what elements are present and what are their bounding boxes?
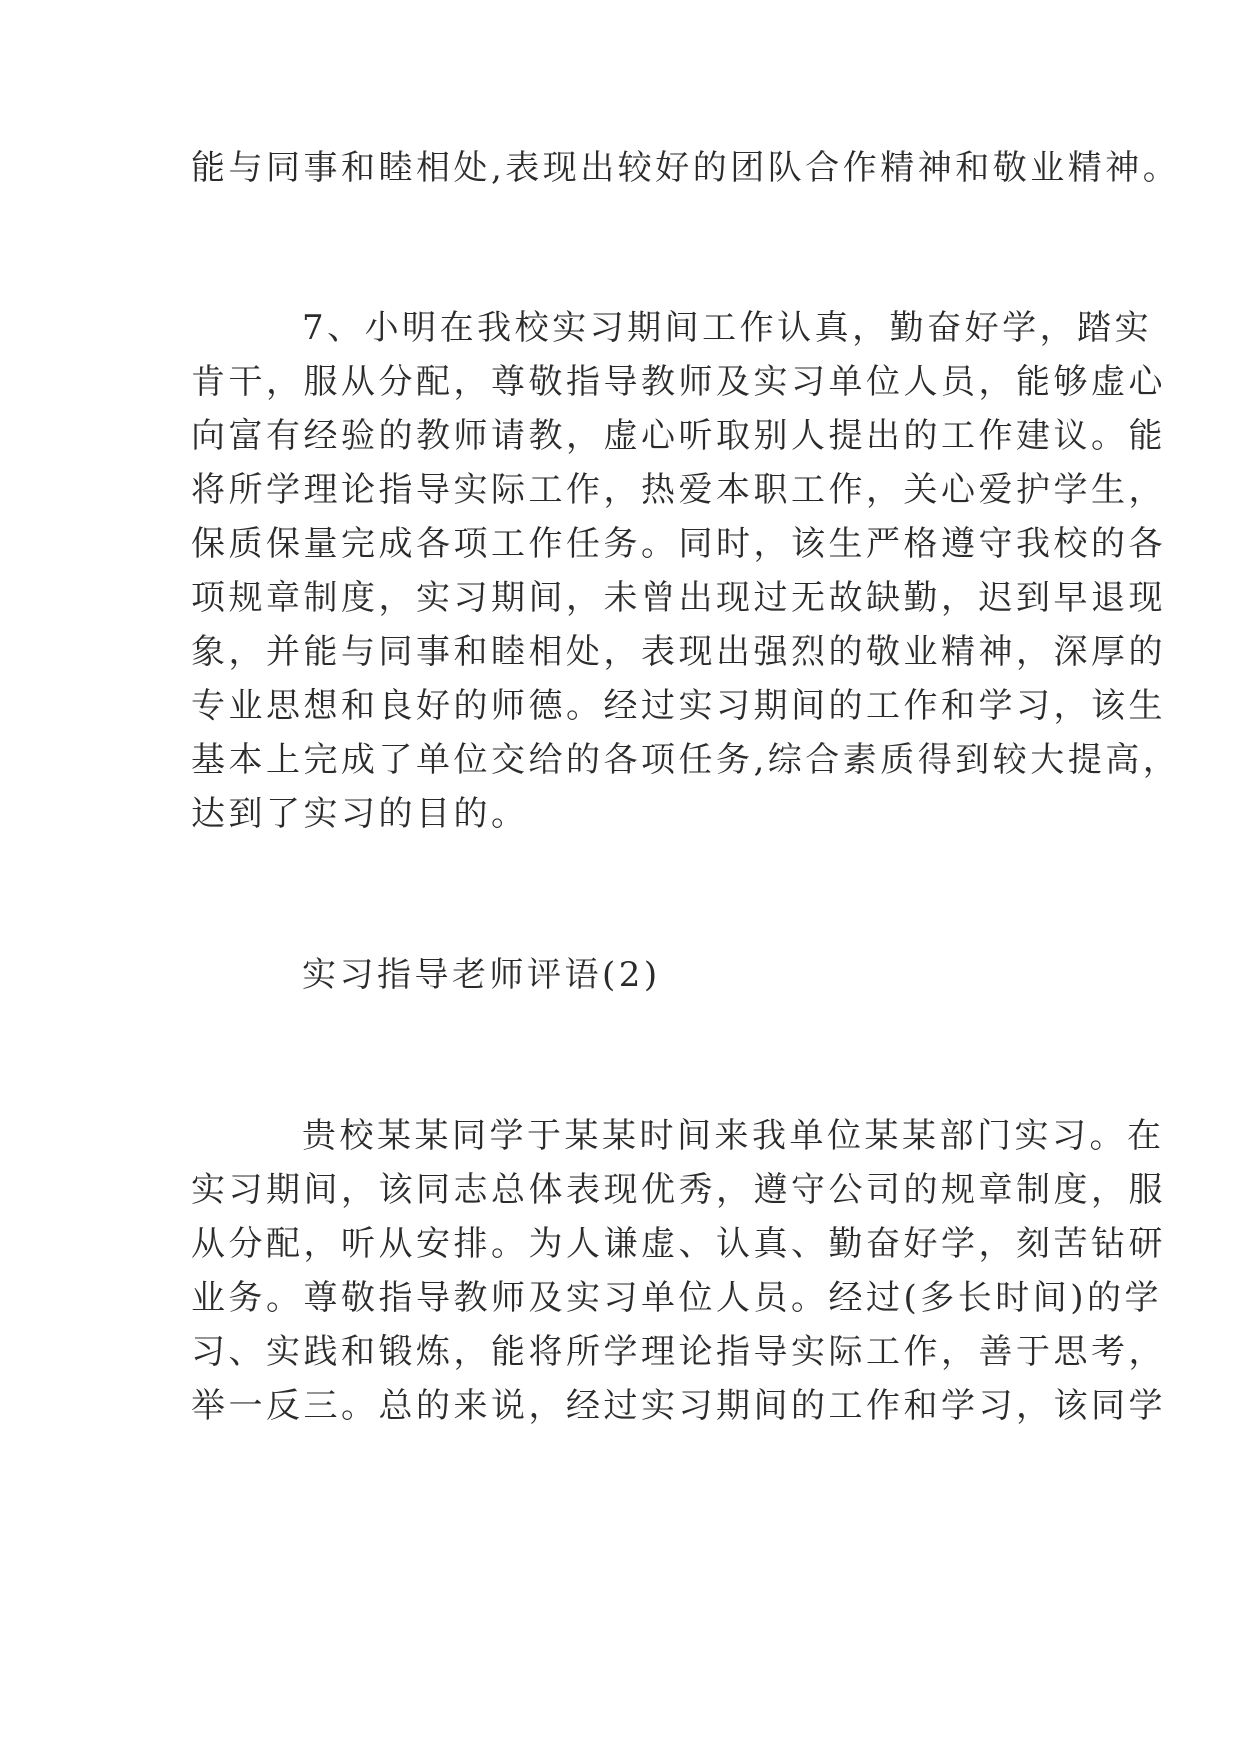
paragraph-line: 象，并能与同事和睦相处，表现出强烈的敬业精神，深厚的: [191, 632, 1166, 672]
paragraph-line: 贵校某某同学于某某时间来我单位某某部门实习。在: [302, 1116, 1165, 1156]
paragraph-line: 将所学理论指导实际工作，热爱本职工作，关心爱护学生，: [191, 470, 1166, 510]
paragraph-line: 实习期间，该同志总体表现优秀，遵守公司的规章制度，服: [191, 1170, 1166, 1210]
paragraph-line: 7、小明在我校实习期间工作认真，勤奋好学，踏实: [302, 308, 1153, 348]
paragraph-tail-line: 能与同事和睦相处,表现出较好的团队合作精神和敬业精神。: [191, 148, 1181, 188]
paragraph-line: 基本上完成了单位交给的各项任务,综合素质得到较大提高，: [191, 740, 1181, 780]
paragraph-line: 从分配，听从安排。为人谦虚、认真、勤奋好学，刻苦钻研: [191, 1224, 1166, 1264]
paragraph-line: 习、实践和锻炼，能将所学理论指导实际工作，善于思考，: [191, 1332, 1166, 1372]
paragraph-line: 保质保量完成各项工作任务。同时，该生严格遵守我校的各: [191, 524, 1166, 564]
paragraph-line: 肯干，服从分配，尊敬指导教师及实习单位人员，能够虚心: [191, 362, 1166, 402]
paragraph-line: 达到了实习的目的。: [191, 794, 529, 834]
paragraph-line: 举一反三。总的来说，经过实习期间的工作和学习，该同学: [191, 1386, 1166, 1426]
section-heading: 实习指导老师评语(2): [302, 955, 661, 995]
paragraph-line: 专业思想和良好的师德。经过实习期间的工作和学习，该生: [191, 686, 1166, 726]
paragraph-line: 向富有经验的教师请教，虚心听取别人提出的工作建议。能: [191, 416, 1166, 456]
paragraph-line: 项规章制度，实习期间，未曾出现过无故缺勤，迟到早退现: [191, 578, 1166, 618]
paragraph-line: 业务。尊敬指导教师及实习单位人员。经过(多长时间)的学: [191, 1278, 1163, 1318]
